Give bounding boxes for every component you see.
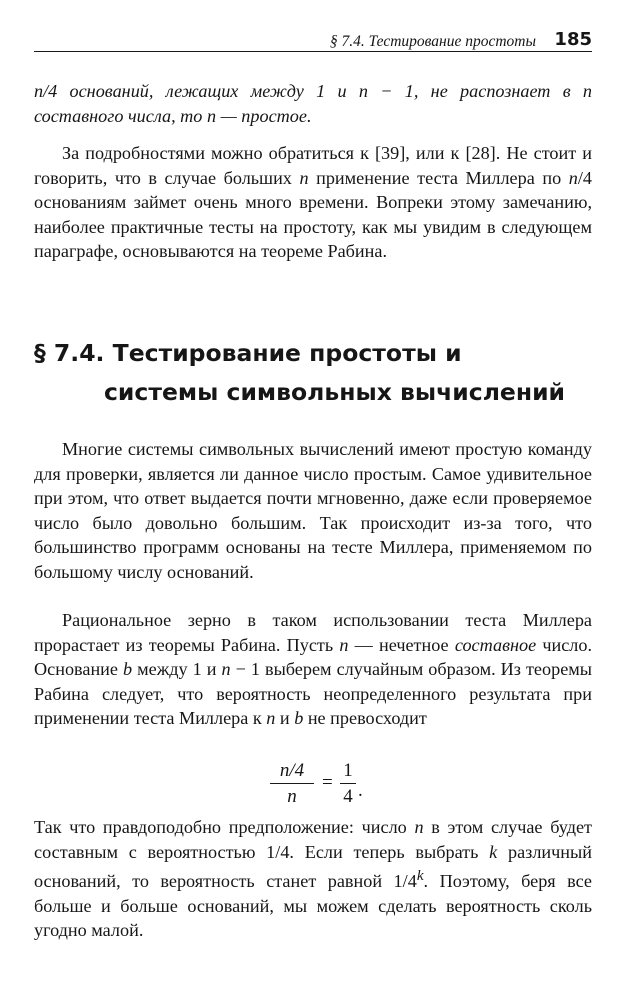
text-run: /4 оснований, лежащих между 1 и (43, 81, 359, 101)
text-run: составного числа, то (34, 105, 207, 126)
math-n: n (568, 167, 578, 188)
probability-formula (270, 760, 370, 806)
math-b: b (294, 708, 304, 728)
math-n: n (414, 817, 424, 837)
symbolic-systems-paragraph: Многие системы символьных вычислений имеют простую команду для проверки, является ли данное число простым. Самое удивительное при этом, что ответ выдается почти мгновенно, даже если проверяемое число было довольно большим. Так происходит из-за того, что большинство программ основаны на тесте Миллера, применяемом по большому числу оснований. (34, 439, 592, 582)
text-run: Рациональное зерно в таком использовании теста Миллера прорастает из теоремы Рабина. Пусть (34, 610, 592, 655)
text-run: − 1 выберем случайным образом. Из теоремы Рабина следует, что вероятность неопределенного результата при применении теста Миллера к (34, 659, 592, 728)
fraction-n-over-4-over-n (270, 760, 314, 808)
math-b: b (123, 659, 133, 679)
conclusion-paragraph (34, 815, 592, 943)
formula-period: . (358, 780, 363, 801)
fraction-numerator: n/4 (279, 760, 305, 781)
references-paragraph (34, 141, 592, 264)
section-title-line-2: системы символьных вычислений (104, 378, 566, 406)
fraction-one-quarter (340, 760, 356, 808)
emphasis-term: составное (454, 634, 537, 655)
text-run: /4 основаниям займет очень много времени. Вопреки этому замечанию, наиболее практичные тесты на простоту, как мы увидим в следующем параграфе, основываются на теореме Рабина. (34, 167, 592, 261)
fraction-denominator: 4 (343, 786, 353, 807)
equals-sign: = (322, 772, 333, 793)
math-n: n (266, 708, 276, 728)
fraction-bar (270, 783, 314, 784)
running-head: § 7.4. Тестирование простоты (329, 33, 536, 50)
math-n: n (582, 81, 592, 101)
section-title-line-1: § 7.4. Тестирование простоты и (34, 339, 462, 367)
math-n: n (339, 634, 349, 655)
theorem-conclusion-paragraph (34, 79, 592, 128)
fraction-bar (340, 783, 356, 784)
math-n: n (221, 659, 231, 679)
text-run: Так что правдоподобно предположение: число (34, 817, 415, 837)
header-rule (34, 51, 592, 52)
text-run: различный оснований, то вероятность станет равной 1/4 (34, 841, 592, 892)
math-n: n (358, 81, 368, 101)
math-k: k (489, 841, 498, 862)
text-run: — нечетное (348, 634, 455, 655)
fraction-denominator: n (287, 786, 297, 807)
text-run: не превосходит (303, 708, 427, 728)
text-run: применение теста Миллера по (308, 167, 569, 188)
text-run: между 1 и (132, 659, 222, 679)
fraction-numerator: 1 (343, 760, 353, 781)
math-n: n (299, 167, 309, 188)
math-n: n (206, 105, 217, 126)
text-run: . Поэтому, беря все больше и больше оснований, мы можем сделать вероятность сколь угодно малой. (34, 871, 593, 941)
text-run: в этом случае будет составным с вероятностью 1/4. Если теперь выбрать (34, 817, 592, 862)
page-number: 185 (554, 29, 592, 50)
text-run: − 1, не распознает в (367, 81, 583, 101)
text-run: — простое. (216, 105, 312, 126)
exponent-k: k (416, 867, 424, 884)
math-n: n (34, 81, 44, 101)
text-run: и (275, 708, 295, 728)
text-run: число. Основание (34, 634, 593, 679)
text-run: За подробностями можно обратиться к [39], или к [28]. Не стоит и говорить, что в случае больших (34, 143, 592, 188)
rabin-theorem-paragraph (34, 608, 592, 731)
